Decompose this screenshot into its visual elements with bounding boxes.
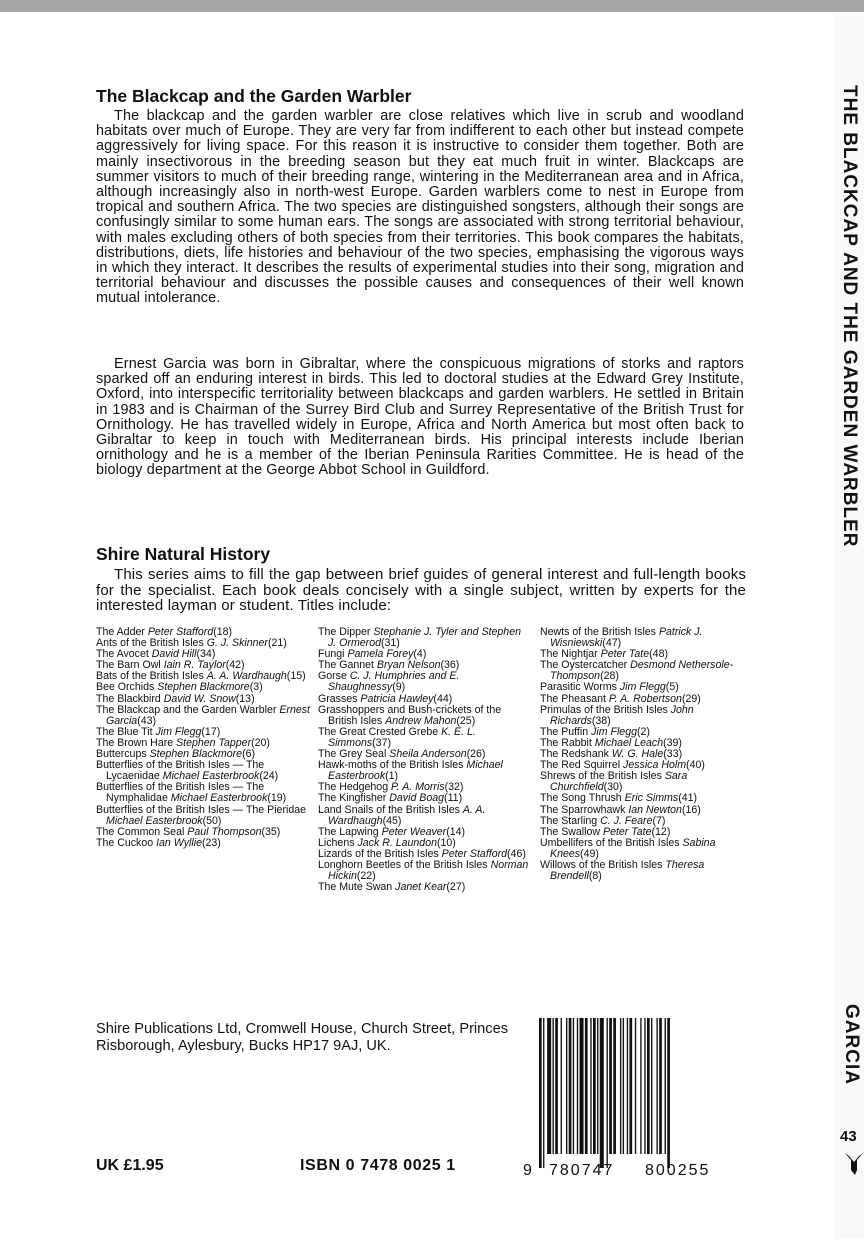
barcode-bar bbox=[553, 1018, 554, 1154]
barcode-bar bbox=[539, 1018, 542, 1168]
title-name: The Rabbit bbox=[540, 736, 592, 749]
title-name: The Redshank bbox=[540, 748, 609, 761]
barcode-bar bbox=[590, 1018, 591, 1154]
title-author: Norman Hickin bbox=[328, 858, 529, 883]
title-number: (2) bbox=[636, 725, 650, 738]
spine-series-number: 43 bbox=[840, 1128, 857, 1145]
title-number: (26) bbox=[466, 748, 486, 761]
title-name: The Blackcap and the Garden Warbler bbox=[96, 703, 277, 716]
title-author: Eric Simms bbox=[624, 792, 679, 805]
title-number: (35) bbox=[261, 825, 281, 838]
title-entry bbox=[318, 727, 532, 749]
title-author: Stephen Blackmore bbox=[149, 748, 243, 761]
title-number: (50) bbox=[202, 814, 222, 827]
barcode-bar bbox=[640, 1018, 641, 1154]
title-name: The Hedgehog bbox=[318, 781, 389, 794]
title-author: Jim Flegg bbox=[619, 681, 666, 694]
title-number: (39) bbox=[663, 736, 682, 749]
title-number: (4) bbox=[413, 648, 427, 661]
title-number: (23) bbox=[202, 836, 221, 849]
title-number: (47) bbox=[602, 637, 622, 650]
title-number: (8) bbox=[588, 870, 602, 883]
series-description: This series aims to fill the gap between brief guides of general interest and full-length books for the specialist. Each book deals concisely with a single subject, written by experts for the interested layman or student. Titles include: bbox=[96, 566, 746, 614]
barcode-bar bbox=[561, 1018, 562, 1154]
barcode-bar bbox=[600, 1018, 604, 1168]
title-name: The Sparrowhawk bbox=[540, 803, 626, 816]
title-entry bbox=[540, 860, 754, 882]
title-author: David W. Snow bbox=[163, 692, 236, 705]
title-name: Buttercups bbox=[96, 748, 147, 761]
title-entry bbox=[318, 671, 532, 693]
barcode-bar bbox=[667, 1018, 670, 1168]
title-author: G. J. Skinner bbox=[206, 637, 268, 650]
spine-author: GARCIA bbox=[841, 1004, 862, 1085]
title-author: Pamela Forey bbox=[347, 648, 414, 661]
title-author: Sheila Anderson bbox=[389, 748, 467, 761]
isbn: ISBN 0 7478 0025 1 bbox=[300, 1157, 456, 1174]
title-name: Parasitic Worms bbox=[540, 681, 617, 694]
title-name: Willows of the British Isles bbox=[540, 858, 663, 871]
barcode-bar bbox=[555, 1018, 558, 1154]
title-name: The Gannet bbox=[318, 659, 374, 672]
title-number: (19) bbox=[267, 792, 287, 805]
title-number: (28) bbox=[600, 670, 619, 683]
title-author: Ernest Garcia bbox=[106, 703, 310, 727]
title-name: Umbellifers of the British Isles bbox=[540, 836, 680, 849]
title-number: (31) bbox=[380, 637, 400, 650]
title-number: (25) bbox=[456, 714, 476, 727]
title-author: David Hill bbox=[151, 648, 197, 661]
title-name: The Nightjar bbox=[540, 648, 598, 661]
title-name: The Kingfisher bbox=[318, 792, 387, 805]
title-author: Michael Easterbrook bbox=[162, 770, 260, 783]
title-name: The Starling bbox=[540, 814, 598, 827]
title-name: Butterflies of the British Isles — The Lycaenidae bbox=[96, 759, 265, 783]
title-name: The Swallow bbox=[540, 825, 601, 838]
title-author: Ian Wyllie bbox=[156, 836, 202, 849]
title-name: Hawk-moths of the British Isles bbox=[318, 759, 464, 772]
title-entry bbox=[318, 760, 532, 782]
title-name: The Red Squirrel bbox=[540, 759, 621, 772]
title-name: Lichens bbox=[318, 836, 355, 849]
barcode-bar bbox=[665, 1018, 666, 1154]
title-number: (3) bbox=[249, 681, 263, 694]
title-name: Grasshoppers and Bush-crickets of the British Isles bbox=[318, 703, 502, 727]
title-author: Patricia Hawley bbox=[360, 692, 434, 705]
title-number: (33) bbox=[663, 748, 683, 761]
title-number: (17) bbox=[201, 725, 221, 738]
title-name: Grasses bbox=[318, 692, 358, 705]
title-author: Andrew Mahon bbox=[385, 714, 457, 727]
title-author: C. J. Feare bbox=[600, 814, 653, 827]
barcode-bar bbox=[577, 1018, 578, 1154]
title-number: (11) bbox=[444, 792, 463, 805]
title-number: (32) bbox=[444, 781, 464, 794]
barcode-bar bbox=[597, 1018, 598, 1154]
title-author: Michael Easterbrook bbox=[328, 759, 503, 783]
book-title-heading: The Blackcap and the Garden Warbler bbox=[96, 86, 412, 106]
title-entry bbox=[96, 705, 310, 727]
title-author: Michael Easterbrook bbox=[170, 792, 268, 805]
title-author: Peter Weaver bbox=[381, 825, 447, 838]
title-entry bbox=[96, 782, 310, 804]
title-number: (41) bbox=[678, 792, 698, 805]
title-author: Iain R. Taylor bbox=[163, 659, 226, 672]
title-name: The Grey Seal bbox=[318, 748, 387, 761]
title-entry bbox=[318, 860, 532, 882]
title-author: Janet Kear bbox=[395, 881, 447, 894]
title-name: Bee Orchids bbox=[96, 681, 155, 694]
title-author: C. J. Humphries and E. Shaughnessy bbox=[328, 670, 460, 694]
title-name: Ants of the British Isles bbox=[96, 637, 204, 650]
title-number: (20) bbox=[251, 736, 270, 749]
author-bio-paragraph: Ernest Garcia was born in Gibraltar, where the conspicuous migrations of storks and raptors sparked off an enduring interest in birds. This led to doctoral studies at the Edward Grey Institute, Oxford, into interspecific territoriality between blackcaps and garden warblers. He settled in Britain in 1983 and is Chairman of the Surrey Bird Club and Surrey Representative of the British Trust for Ornithology. He has travelled widely in Europe, Africa and North America but most often back to Gibraltar to keep in touch with Mediterranean birds. His principal interests include Iberian ornithology and he is a member of the Iberian Peninsula Rarities Committee. He is head of the biology department at the George Abbot School in Guildford. bbox=[96, 356, 744, 479]
title-name: The Avocet bbox=[96, 648, 149, 661]
title-name: Butterflies of the British Isles — The Pieridae bbox=[96, 803, 307, 816]
title-author: Peter Stafford bbox=[441, 847, 508, 860]
barcode-bars bbox=[539, 1018, 670, 1168]
title-number: (5) bbox=[665, 681, 679, 694]
title-author: K. E. L. Simmons bbox=[328, 725, 476, 749]
title-entry bbox=[96, 760, 310, 782]
barcode-bar bbox=[593, 1018, 596, 1154]
title-entry bbox=[540, 627, 754, 649]
title-entry bbox=[96, 838, 310, 849]
title-entry bbox=[318, 705, 532, 727]
title-name: Fungi bbox=[318, 648, 345, 661]
title-number: (21) bbox=[267, 637, 287, 650]
barcode-bar bbox=[659, 1018, 662, 1154]
title-number: (24) bbox=[259, 770, 279, 783]
title-number: (9) bbox=[392, 681, 406, 694]
title-author: Michael Easterbrook bbox=[106, 814, 203, 827]
title-name: The Lapwing bbox=[318, 825, 379, 838]
title-number: (46) bbox=[507, 847, 526, 860]
title-author: Sabina Knees bbox=[550, 836, 716, 860]
title-entry bbox=[540, 705, 754, 727]
title-author: Paul Thompson bbox=[187, 825, 262, 838]
barcode-bar bbox=[566, 1018, 567, 1154]
title-number: (22) bbox=[356, 870, 376, 883]
title-number: (42) bbox=[225, 659, 245, 672]
title-entry bbox=[96, 805, 310, 827]
barcode-bar bbox=[547, 1018, 551, 1154]
title-author: A. A. Wardhaugh bbox=[206, 670, 287, 683]
title-number: (16) bbox=[681, 803, 701, 816]
barcode-bar bbox=[585, 1018, 588, 1154]
title-name: The Brown Hare bbox=[96, 736, 174, 749]
title-name: The Mute Swan bbox=[318, 881, 393, 894]
top-grey-band bbox=[0, 0, 864, 12]
title-number: (27) bbox=[446, 881, 466, 894]
title-entry bbox=[540, 838, 754, 860]
title-number: (38) bbox=[591, 714, 611, 727]
title-name: The Puffin bbox=[540, 725, 589, 738]
title-name: The Blackbird bbox=[96, 692, 161, 705]
title-author: Peter Tate bbox=[600, 648, 650, 661]
title-author: Peter Tate bbox=[603, 825, 652, 838]
title-number: (1) bbox=[385, 770, 399, 783]
title-author: Jessica Holm bbox=[623, 759, 687, 772]
title-number: (13) bbox=[235, 692, 255, 705]
title-name: The Adder bbox=[96, 626, 145, 638]
title-name: Newts of the British Isles bbox=[540, 626, 656, 638]
titles-column-1 bbox=[96, 627, 310, 849]
barcode-bar bbox=[629, 1018, 632, 1154]
title-entry bbox=[318, 882, 532, 893]
barcode-bar bbox=[569, 1018, 572, 1154]
barcode-bar bbox=[627, 1018, 628, 1154]
title-author: Desmond Nethersole-Thompson bbox=[550, 659, 734, 683]
title-number: (14) bbox=[446, 825, 466, 838]
title-number: (7) bbox=[652, 814, 666, 827]
title-number: (29) bbox=[681, 692, 701, 705]
title-name: The Pheasant bbox=[540, 692, 606, 705]
title-author: W. G. Hale bbox=[611, 748, 664, 761]
title-entry bbox=[318, 627, 532, 649]
title-name: The Great Crested Grebe bbox=[318, 725, 439, 738]
title-author: Bryan Nelson bbox=[376, 659, 441, 672]
title-author: P. A. Morris bbox=[391, 781, 445, 794]
barcode-bar bbox=[609, 1018, 612, 1154]
title-name: The Dipper bbox=[318, 626, 371, 638]
title-author: Stephanie J. Tyler and Stephen J. Ormerod bbox=[328, 626, 521, 650]
title-author: Jim Flegg bbox=[591, 725, 637, 738]
title-number: (48) bbox=[649, 648, 668, 661]
title-name: The Oystercatcher bbox=[540, 659, 628, 672]
title-author: Stephen Tapper bbox=[176, 736, 252, 749]
title-author: Jim Flegg bbox=[155, 725, 202, 738]
title-name: The Song Thrush bbox=[540, 792, 622, 805]
series-heading: Shire Natural History bbox=[96, 544, 271, 564]
barcode-bar bbox=[620, 1018, 621, 1154]
barcode-bar bbox=[644, 1018, 645, 1154]
barcode-digits-left: 780747 bbox=[549, 1162, 615, 1179]
titles-column-3 bbox=[540, 627, 754, 882]
spine-title: THE BLACKCAP AND THE GARDEN WARBLER bbox=[839, 85, 860, 548]
barcode-bar bbox=[607, 1018, 608, 1168]
title-name: The Common Seal bbox=[96, 825, 185, 838]
title-number: (43) bbox=[137, 714, 157, 727]
title-name: Primulas of the British Isles bbox=[540, 703, 668, 716]
title-author: Peter Stafford bbox=[147, 626, 214, 638]
description-paragraph: The blackcap and the garden warbler are close relatives which live in scrub and woodland habitats over much of Europe. They are very far from indifferent to each other but instead compete aggressively for living space. For this reason it is instructive to consider them together. Both are mainly insectivorous in the breeding season but they eat much fruit in winter. Blackcaps are summer visitors to much of their breeding range, wintering in the Mediterranean area and in Africa, although increasingly also in north-west Europe. Garden warblers come to nest in Europe from tropical and southern Africa. The two species are distinguished songsters, although their songs are confusingly similar to some human ears. The songs are associated with strong territorial behaviour, with males excluding others of both species from their territories. This book compares the habitats, distributions, diets, life histories and behaviour of the two species, emphasising the vigorous ways in which they interact. It describes the results of experimental studies into their song, migration and territorial behaviour and discusses the possible causes and consequences of their well known mutual intolerance. bbox=[96, 108, 744, 307]
title-name: The Blue Tit bbox=[96, 725, 153, 738]
price: UK £1.95 bbox=[96, 1157, 164, 1174]
title-number: (37) bbox=[372, 736, 391, 749]
barcode-bar bbox=[656, 1018, 657, 1154]
title-name: Land Snails of the British Isles bbox=[318, 803, 460, 816]
title-number: (10) bbox=[436, 836, 456, 849]
title-name: The Barn Owl bbox=[96, 659, 161, 672]
title-author: Stephen Blackmore bbox=[157, 681, 250, 694]
barcode-digits-right: 800255 bbox=[645, 1162, 711, 1179]
title-name: Gorse bbox=[318, 670, 347, 683]
title-name: The Cuckoo bbox=[96, 836, 154, 849]
barcode-bar bbox=[651, 1018, 652, 1154]
title-number: (30) bbox=[603, 781, 623, 794]
title-author: Jack R. Laundon bbox=[357, 836, 437, 849]
title-author: Ian Newton bbox=[628, 803, 682, 816]
shire-horse-icon bbox=[843, 1150, 865, 1176]
title-entry bbox=[318, 805, 532, 827]
title-entry bbox=[540, 771, 754, 793]
title-number: (15) bbox=[286, 670, 306, 683]
title-number: (44) bbox=[433, 692, 453, 705]
title-number: (18) bbox=[213, 626, 233, 638]
barcode-bar bbox=[623, 1018, 624, 1154]
title-author: P. A. Robertson bbox=[608, 692, 682, 705]
barcode-lead-digit: 9 bbox=[523, 1162, 532, 1179]
barcode-bar bbox=[647, 1018, 650, 1154]
title-author: Michael Leach bbox=[594, 736, 664, 749]
title-author: David Boag bbox=[389, 792, 445, 805]
title-author: Patrick J. Wisniewski bbox=[550, 626, 703, 650]
barcode-bar bbox=[580, 1018, 584, 1154]
title-name: Longhorn Beetles of the British Isles bbox=[318, 858, 488, 871]
titles-column-2 bbox=[318, 627, 532, 893]
title-author: John Richards bbox=[550, 703, 694, 727]
title-author: Theresa Brendell bbox=[550, 858, 705, 883]
title-entry bbox=[540, 660, 754, 682]
barcode-bar bbox=[573, 1018, 574, 1154]
title-name: Butterflies of the British Isles — The Nymphalidae bbox=[96, 781, 265, 805]
title-number: (12) bbox=[651, 825, 671, 838]
title-name: Lizards of the British Isles bbox=[318, 847, 439, 860]
barcode-bar bbox=[543, 1018, 544, 1168]
title-number: (40) bbox=[686, 759, 705, 772]
title-number: (6) bbox=[242, 748, 256, 761]
title-author: A. A. Wardhaugh bbox=[328, 803, 486, 827]
title-name: Bats of the British Isles bbox=[96, 670, 204, 683]
title-name: Shrews of the British Isles bbox=[540, 770, 662, 783]
title-number: (36) bbox=[440, 659, 460, 672]
title-number: (49) bbox=[580, 847, 599, 860]
title-number: (45) bbox=[382, 814, 402, 827]
publisher-address: Shire Publications Ltd, Cromwell House, Church Street, Princes Risborough, Aylesbury, Bucks HP17 9AJ, UK. bbox=[96, 1021, 508, 1054]
title-author: Sara Churchfield bbox=[550, 770, 688, 794]
title-number: (34) bbox=[196, 648, 216, 661]
barcode bbox=[523, 1018, 747, 1179]
barcode-bar bbox=[635, 1018, 636, 1154]
barcode-bar bbox=[613, 1018, 616, 1154]
